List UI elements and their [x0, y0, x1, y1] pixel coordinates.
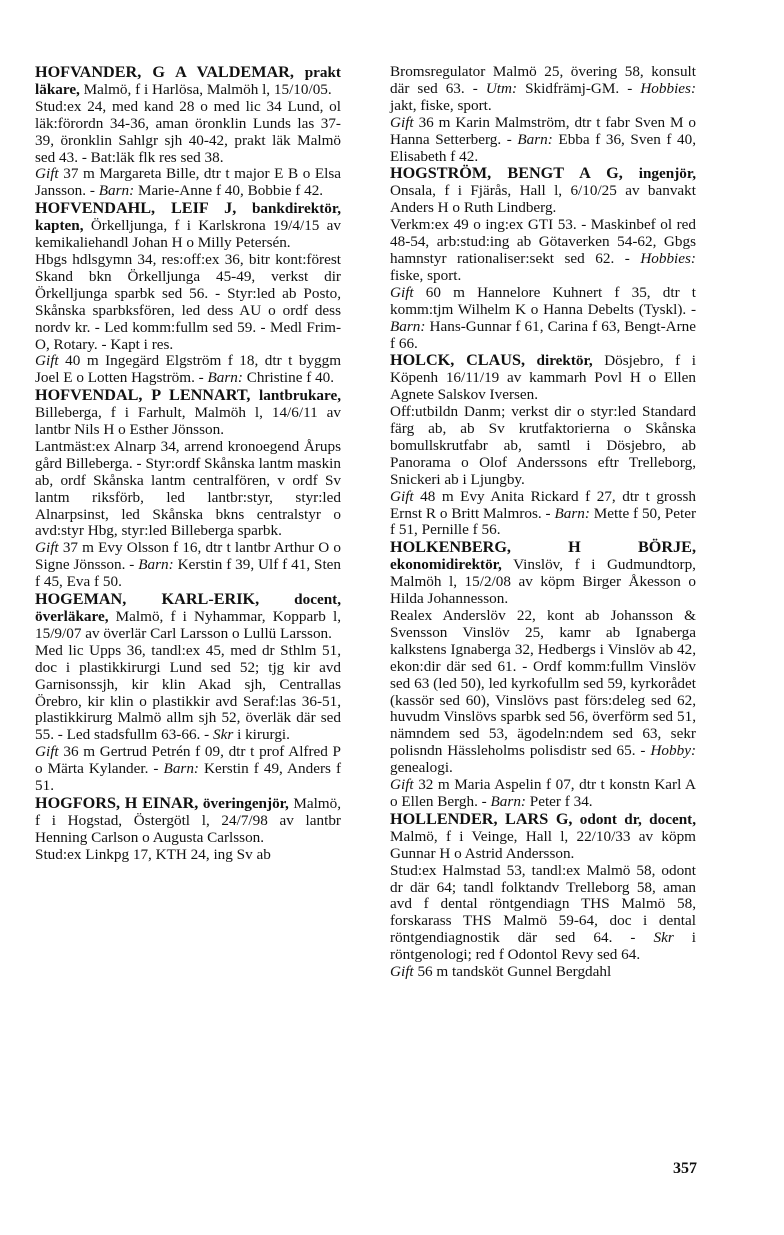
- entry-name: HOLCK, CLAUS,: [390, 351, 525, 370]
- entry-name: HOGFORS, H EINAR,: [35, 793, 199, 812]
- entry-career: Lantmäst:ex Alnarp 34, arrend kronoegend Årups gård Billeberga. - Styr:ordf Skånska lantm maskin ab, ordf Skånska lantm centralfören, v ordf Sv lantm riksförb, led lantbr:styr, styr:led Alnarpsinst, led Skånska bkns centralstyr o avd:styr Hbg, styr:led Billeberga sparbk.: [35, 437, 341, 540]
- entry-hogeman: [35, 591, 341, 795]
- entry-gift: 32 m Maria Aspelin f 07, dtr t konstn Karl A o Ellen Bergh. -: [390, 776, 696, 810]
- entry-hobbies: jakt, fiske, sport.: [390, 96, 492, 114]
- entry-skr: i kirurgi.: [237, 726, 290, 744]
- entry-name: HOFVANDER, G A VALDEMAR,: [35, 63, 294, 81]
- gift-label: Gift: [390, 487, 414, 505]
- entry-name: HOFVENDAHL, LEIF J,: [35, 199, 237, 218]
- entry-name: HOFVENDAL, P LENNART,: [35, 386, 251, 405]
- entry-name: HOGEMAN, KARL-ERIK,: [35, 590, 260, 609]
- entry-title: lantbrukare,: [259, 387, 341, 405]
- entry-hogfors-continued: [390, 64, 696, 165]
- entry-holkenberg: [390, 539, 696, 811]
- barn-label: Barn:: [98, 182, 135, 200]
- entry-birth: Malmö, f i Veinge, Hall l, 22/10/33 av köpm Gunnar H o Astrid Andersson.: [390, 827, 696, 862]
- entry-title: direktör,: [536, 352, 593, 370]
- entry-title: överingenjör,: [202, 794, 289, 812]
- entry-skr: i röntgenologi; red f Odontol Revy sed 64.: [390, 929, 697, 964]
- entry-hogfors: [35, 795, 341, 864]
- entry-gift: 48 m Evy Anita Rickard f 27, dtr t grossh Ernst R o Britt Malmros. -: [390, 487, 696, 522]
- entry-gift: 37 m Margareta Bille, dtr t major E B o Elsa Jansson. -: [35, 165, 341, 200]
- entry-gift: 60 m Hannelore Kuhnert f 35, dtr t komm:tjm Wilhelm K o Hanna Debelts (Tyskl). -: [390, 283, 696, 318]
- barn-label: Barn:: [390, 317, 426, 335]
- left-column: [35, 64, 341, 864]
- entry-title: docent, överläkare,: [35, 591, 341, 625]
- entry-birth: Örkelljunga, f i Karlskrona 19/4/15 av kemikaliehandl Johan H o Milly Petersén.: [35, 217, 342, 252]
- entry-title: odont dr, docent,: [579, 810, 696, 828]
- entry-hofvander: [35, 64, 341, 200]
- entry-birth: Malmö, f i Hogstad, Östergötl l, 24/7/98 av lantbr Henning Carlson o Augusta Carlsson.: [35, 794, 342, 846]
- utm-label: Utm:: [485, 79, 518, 97]
- page-number: 357: [673, 1160, 697, 1177]
- barn-label: Barn:: [490, 792, 526, 810]
- entry-name: HOGSTRÖM, BENGT A G,: [390, 164, 623, 183]
- entry-hofvendal: [35, 387, 341, 591]
- entry-birth: Onsala, f i Fjärås, Hall l, 6/10/25 av banvakt Anders H o Ruth Lindberg.: [390, 182, 696, 217]
- entry-birth: Billeberga, f i Farhult, Malmöh l, 14/6/11 av lantbr Nils H o Esther Jönsson.: [35, 404, 341, 439]
- entry-career: Stud:ex Halmstad 53, tandl:ex Malmö 58, odont dr där 64; tandl folktandv Trelleborg 58, aman avd f dental röntgendiagn THS Malmö 58, forskarass THS Malmö 59-64, doc i dental röntgendiagnostik där sed 64. -: [390, 861, 696, 947]
- skr-label: Skr: [213, 726, 234, 744]
- gift-label: Gift: [35, 165, 59, 183]
- gift-label: Gift: [390, 963, 414, 981]
- entry-hollender: [390, 811, 696, 981]
- entry-hobby: genealogi.: [390, 759, 453, 777]
- entry-gift: 36 m Gertrud Petrén f 09, dtr t prof Alfred P o Märta Kylander. -: [35, 743, 342, 778]
- gift-label: Gift: [35, 352, 59, 370]
- entry-birth: Malmö, f i Harlösa, Malmöh l, 15/10/05.: [83, 80, 332, 98]
- gift-label: Gift: [35, 539, 59, 557]
- entry-barn: Mette f 50, Peter f 51, Pernille f 56.: [390, 504, 697, 539]
- entry-gift: 40 m Ingegärd Elgström f 18, dtr t byggm Joel E o Lotten Hagström. -: [35, 352, 342, 387]
- entry-hogstrom: [390, 165, 696, 352]
- entry-hofvendahl: [35, 200, 341, 387]
- entry-barn: Kerstin f 39, Ulf f 41, Sten f 45, Eva f 50.: [35, 556, 342, 591]
- hobbies-label: Hobbies:: [640, 249, 696, 267]
- entry-barn: Christine f 40.: [246, 369, 335, 387]
- entry-career: Realex Anderslöv 22, kont ab Johansson & Svensson Vinslöv 25, kamr ab Ignaberga kalkstens Ignaberga 32, Hedbergs i Vinslöv ab 42, ekon:dir där sed 61. - Ordf komm:fullm Vinslöv sed 63 (led 50), led kyrkofullm sed 59, kyrkorådet (kassör sed 60), Vinslövs past förs:deleg sed 62, huvudm Vinslövs sparbk sed 56, överförm sed 51, nämndem sed 53, ägodeln:ndem sed 63, sekr polisndn Hässleholms polisdistr sed 65. -: [390, 607, 696, 760]
- entry-continuation: Bromsregulator Malmö 25, övering 58, konsult där sed 63. -: [390, 63, 696, 97]
- entry-career: Stud:ex Linkpg 17, KTH 24, ing Sv ab: [35, 845, 271, 863]
- gift-label: Gift: [390, 113, 414, 131]
- skr-label: Skr: [653, 929, 674, 947]
- entry-barn: Peter f 34.: [529, 792, 593, 810]
- gift-label: Gift: [390, 776, 414, 794]
- entry-hobbies: fiske, sport.: [390, 266, 462, 284]
- entry-barn: Marie-Anne f 40, Bobbie f 42.: [137, 182, 324, 200]
- entry-title: bankdirektör, kapten,: [35, 200, 341, 235]
- barn-label: Barn:: [207, 369, 243, 387]
- entry-gift: 37 m Evy Olsson f 16, dtr t lantbr Arthur O o Signe Jönsson. -: [35, 539, 342, 574]
- entry-gift: 56 m tandsköt Gunnel Bergdahl: [417, 963, 612, 981]
- entry-barn: Ebba f 36, Sven f 40, Elisabeth f 42.: [390, 130, 697, 165]
- entry-barn: Kerstin f 49, Anders f 51.: [35, 760, 342, 795]
- entry-birth: Malmö, f i Nyhammar, Kopparb l, 15/9/07 av överlär Carl Larsson o Lullü Larsson.: [35, 608, 341, 642]
- entry-career: Hbgs hdlsgymn 34, res:off:ex 36, bitr kont:förest Skand bkn Örkelljunga 45-49, verkst dir Örkelljunga sparbk sed 56. - Styr:led ab Posto, Skånska sparbksfören, led dess AU o ordf dess nordv kr. - Led komm:fullm sed 59. - Medl Frim-O, Rotary. - Kapt i res.: [35, 250, 341, 353]
- entry-career: Stud:ex 24, med kand 28 o med lic 34 Lund, ol läk:förordn 34-36, aman öronklin Lunds las 37-39, öronklin Sahlgr sjh 40-42, prakt läk Malmö sed 43. - Bat:läk flk res sed 38.: [35, 97, 341, 166]
- hobbies-label: Hobbies:: [640, 79, 697, 97]
- entry-title: ekonomidirektör,: [390, 556, 502, 574]
- entry-career: Med lic Upps 36, tandl:ex 45, med dr Sthlm 51, doc i plastikkirurgi Lund sed 52; tjg kir avd Garnisonssjh, kir klin Akad sjh, Centrallas Örebro, kir klin o plastikkir avd Seraf:las 36-51, plastikkirurg Malmö allm sjh 52, överläk där sed 55. - Led stadsfullm 63-66. -: [35, 641, 341, 744]
- entry-holck: [390, 352, 696, 539]
- hobby-label: Hobby:: [650, 742, 697, 760]
- entry-birth: Vinslöv, f i Gudmundtorp, Malmöh l, 15/2/08 av köpm Birger Åkesson o Hilda Johannesson.: [390, 556, 696, 608]
- entry-title: prakt läkare,: [35, 64, 341, 98]
- barn-label: Barn:: [163, 760, 199, 778]
- barn-label: Barn:: [554, 504, 590, 522]
- gift-label: Gift: [390, 283, 414, 301]
- right-column: [390, 64, 696, 981]
- entry-title: ingenjör,: [638, 165, 697, 183]
- entry-career: Off:utbildn Danm; verkst dir o styr:led Standard färg ab, ab Sv krutfaktorierna o Skånska bomullskrutfabr ab, samtl i Dösjebro, ab Panorama o Olof Anderssons eftr Trelleborg, Snickeri ab i Ljungby.: [390, 403, 696, 488]
- entry-career: Verkm:ex 49 o ing:ex GTI 53. - Maskinbef ol red 48-54, arb:stud:ing ab Götaverken 54-62, Gbgs hamnstyr rationaliser:sekt sed 62. -: [390, 216, 696, 267]
- gift-label: Gift: [35, 743, 59, 761]
- barn-label: Barn:: [138, 556, 174, 574]
- barn-label: Barn:: [517, 130, 553, 148]
- entry-name: HOLKENBERG, H BÖRJE,: [390, 538, 696, 557]
- entry-name: HOLLENDER, LARS G,: [390, 809, 573, 828]
- entry-barn: Hans-Gunnar f 61, Carina f 63, Bengt-Arne f 66.: [390, 317, 696, 352]
- entry-gift: 36 m Karin Malmström, dtr t fabr Sven M o Hanna Setterberg. -: [390, 113, 697, 148]
- entry-utm: Skidfrämj-GM. -: [525, 79, 633, 97]
- entry-birth: Dösjebro, f i Köpenh 16/11/19 av kammarh Povl H o Ellen Agnete Salskov Iversen.: [390, 352, 696, 404]
